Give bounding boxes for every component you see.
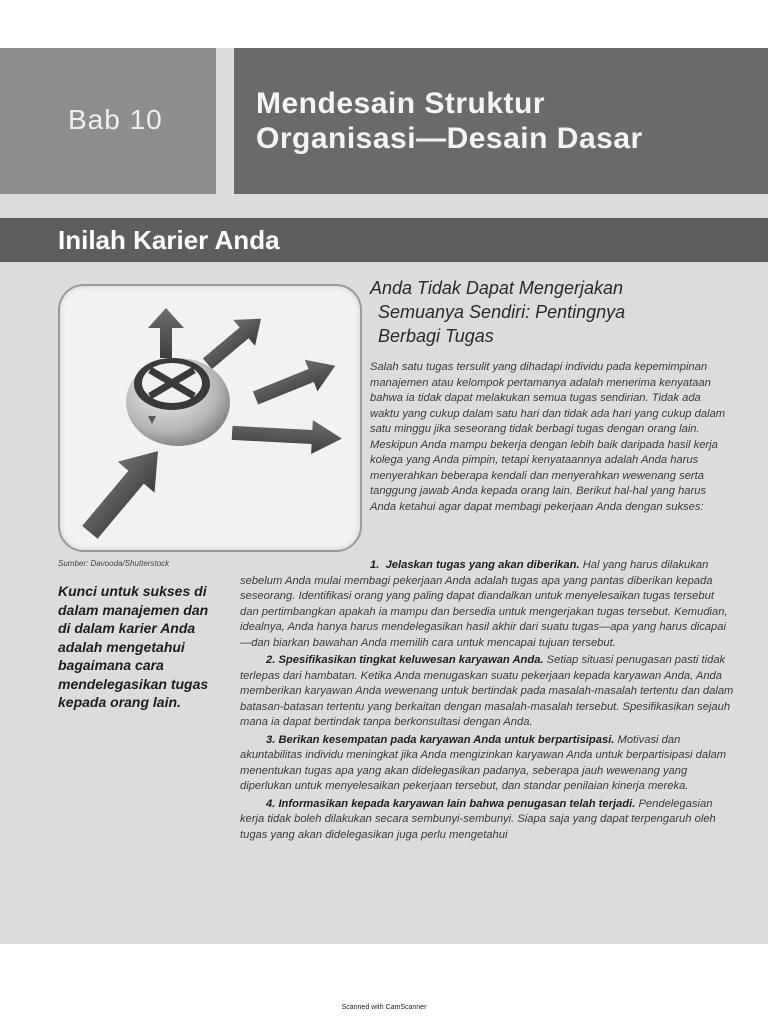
item-heading: Jelaskan tugas yang akan diberikan. bbox=[385, 559, 580, 571]
image-credit: Sumber: Davooda/Shutterstock bbox=[58, 559, 170, 568]
list-item bbox=[240, 733, 734, 795]
item-text: Setiap situasi penugasan pasti tidak terlepas dari hambatan. Ketika Anda menugaskan suatu pekerjaan kepada karyawan Anda, Anda memberikan karyawan Anda wewenang untuk bertindak pada masalah-masalah tertentu dan dalam batasan-batasan tertentu yang berkaitan dengan masalah-masalah tersebut. Spesifikasikan sejauh mana ia dapat bertindak tanpa berkonsultasi dengan Anda. bbox=[240, 654, 734, 728]
chapter-title bbox=[256, 86, 643, 156]
item-number: 3. bbox=[266, 733, 276, 746]
arrow-up-shape bbox=[148, 308, 184, 358]
scanner-watermark: Scanned with CamScanner bbox=[341, 1004, 427, 1011]
item-number: 4. bbox=[266, 797, 276, 810]
delegation-arrows-icon bbox=[60, 286, 360, 550]
item-heading: Informasikan kepada karyawan lain bahwa penugasan telah terjadi. bbox=[278, 797, 636, 810]
section-title: Inilah Karier Anda bbox=[58, 225, 280, 255]
item-text: Motivasi dan akuntabilitas individu meningkat jika Anda mengizinkan karyawan Anda untuk berpartisipasi dalam menentukan tugas apa yang akan didelegasikan padanya, seberapa jauh wewenang yang diperlukan untuk menyelesaikan pekerjaan tersebut, dan standar penilaian kinerja mereka. bbox=[240, 733, 727, 792]
section-header bbox=[0, 218, 768, 262]
list-item bbox=[240, 653, 734, 731]
article-title-line2: Semuanya Sendiri: Pentingnya bbox=[378, 302, 626, 322]
article-title-line1: Anda Tidak Dapat Mengerjakan bbox=[370, 278, 623, 298]
side-note: Kunci untuk sukses di dalam manajemen dan di dalam karier Anda adalah mengetahui bagaimana cara mendelegasikan tugas kepada orang lain. bbox=[58, 583, 209, 710]
article-body bbox=[240, 558, 734, 845]
delegation-illustration bbox=[58, 284, 362, 552]
article-title bbox=[370, 276, 710, 348]
chapter-title-line2: Organisasi—Desain Dasar bbox=[256, 122, 643, 155]
item-number: 1. bbox=[370, 559, 380, 571]
chapter-title-line1: Mendesain Struktur bbox=[256, 87, 546, 120]
item-text: Hal yang harus dilakukan sebelum Anda mulai membagi pekerjaan Anda adalah tugas apa yang pantas diberikan kepada seseorang. Identifikasi orang yang paling dapat diandalkan untuk menyelesaikan tugas tersebut dan pertimbangkan apakah ia mampu dan bersedia untuk mengerjakan tugas tersebut. Kemudian, idealnya, Anda hanya harus mendelegasikan hasil akhir dari suatu tugas—apa yang harus dicapai—dan biarkan bawahan Anda memilih cara untuk mencapai tujuan tersebut. bbox=[240, 559, 728, 649]
article-title-line3: Berbagi Tugas bbox=[378, 326, 494, 346]
list-item bbox=[240, 558, 734, 651]
list-item bbox=[240, 797, 734, 844]
item-heading: Berikan kesempatan pada karyawan Anda untuk berpartisipasi. bbox=[278, 733, 615, 746]
item-number: 2. bbox=[266, 654, 276, 666]
item-text: Pendelegasian kerja tidak boleh dilakukan secara sembunyi-sembunyi. Siapa saja yang dapat terpengaruh oleh tugas yang akan didelegasikan juga perlu mengetahui bbox=[240, 797, 716, 841]
chapter-label-box bbox=[0, 48, 216, 194]
book-page bbox=[0, 48, 768, 944]
item-heading: Spesifikasikan tingkat keluwesan karyawan Anda. bbox=[278, 654, 544, 666]
chapter-label: Bab 10 bbox=[68, 104, 163, 135]
chapter-title-box bbox=[234, 48, 768, 194]
article-intro: Salah satu tugas tersulit yang dihadapi individu pada kepemimpinan manajemen atau kelompok pertamanya adalah menerima kenyataan bahwa ia tidak dapat melakukan semua tugas sendirian. Tidak ada waktu yang cukup dalam satu hari dan tidak ada hari yang cukup dalam satu minggu jika seseorang tidak berbagi tugas dengan orang lain. Meskipun Anda mampu bekerja dengan lebih baik daripada hasil kerja kolega yang Anda pimpin, tetapi kenyataannya adalah Anda harus menyerahkan beberapa kendali dan menyerahkan wewenang serta tanggung jawab Anda kepada orang lain. Berikut hal-hal yang harus Anda ketahui agar dapat membagi pekerjaan Anda dengan sukses: bbox=[370, 361, 726, 513]
